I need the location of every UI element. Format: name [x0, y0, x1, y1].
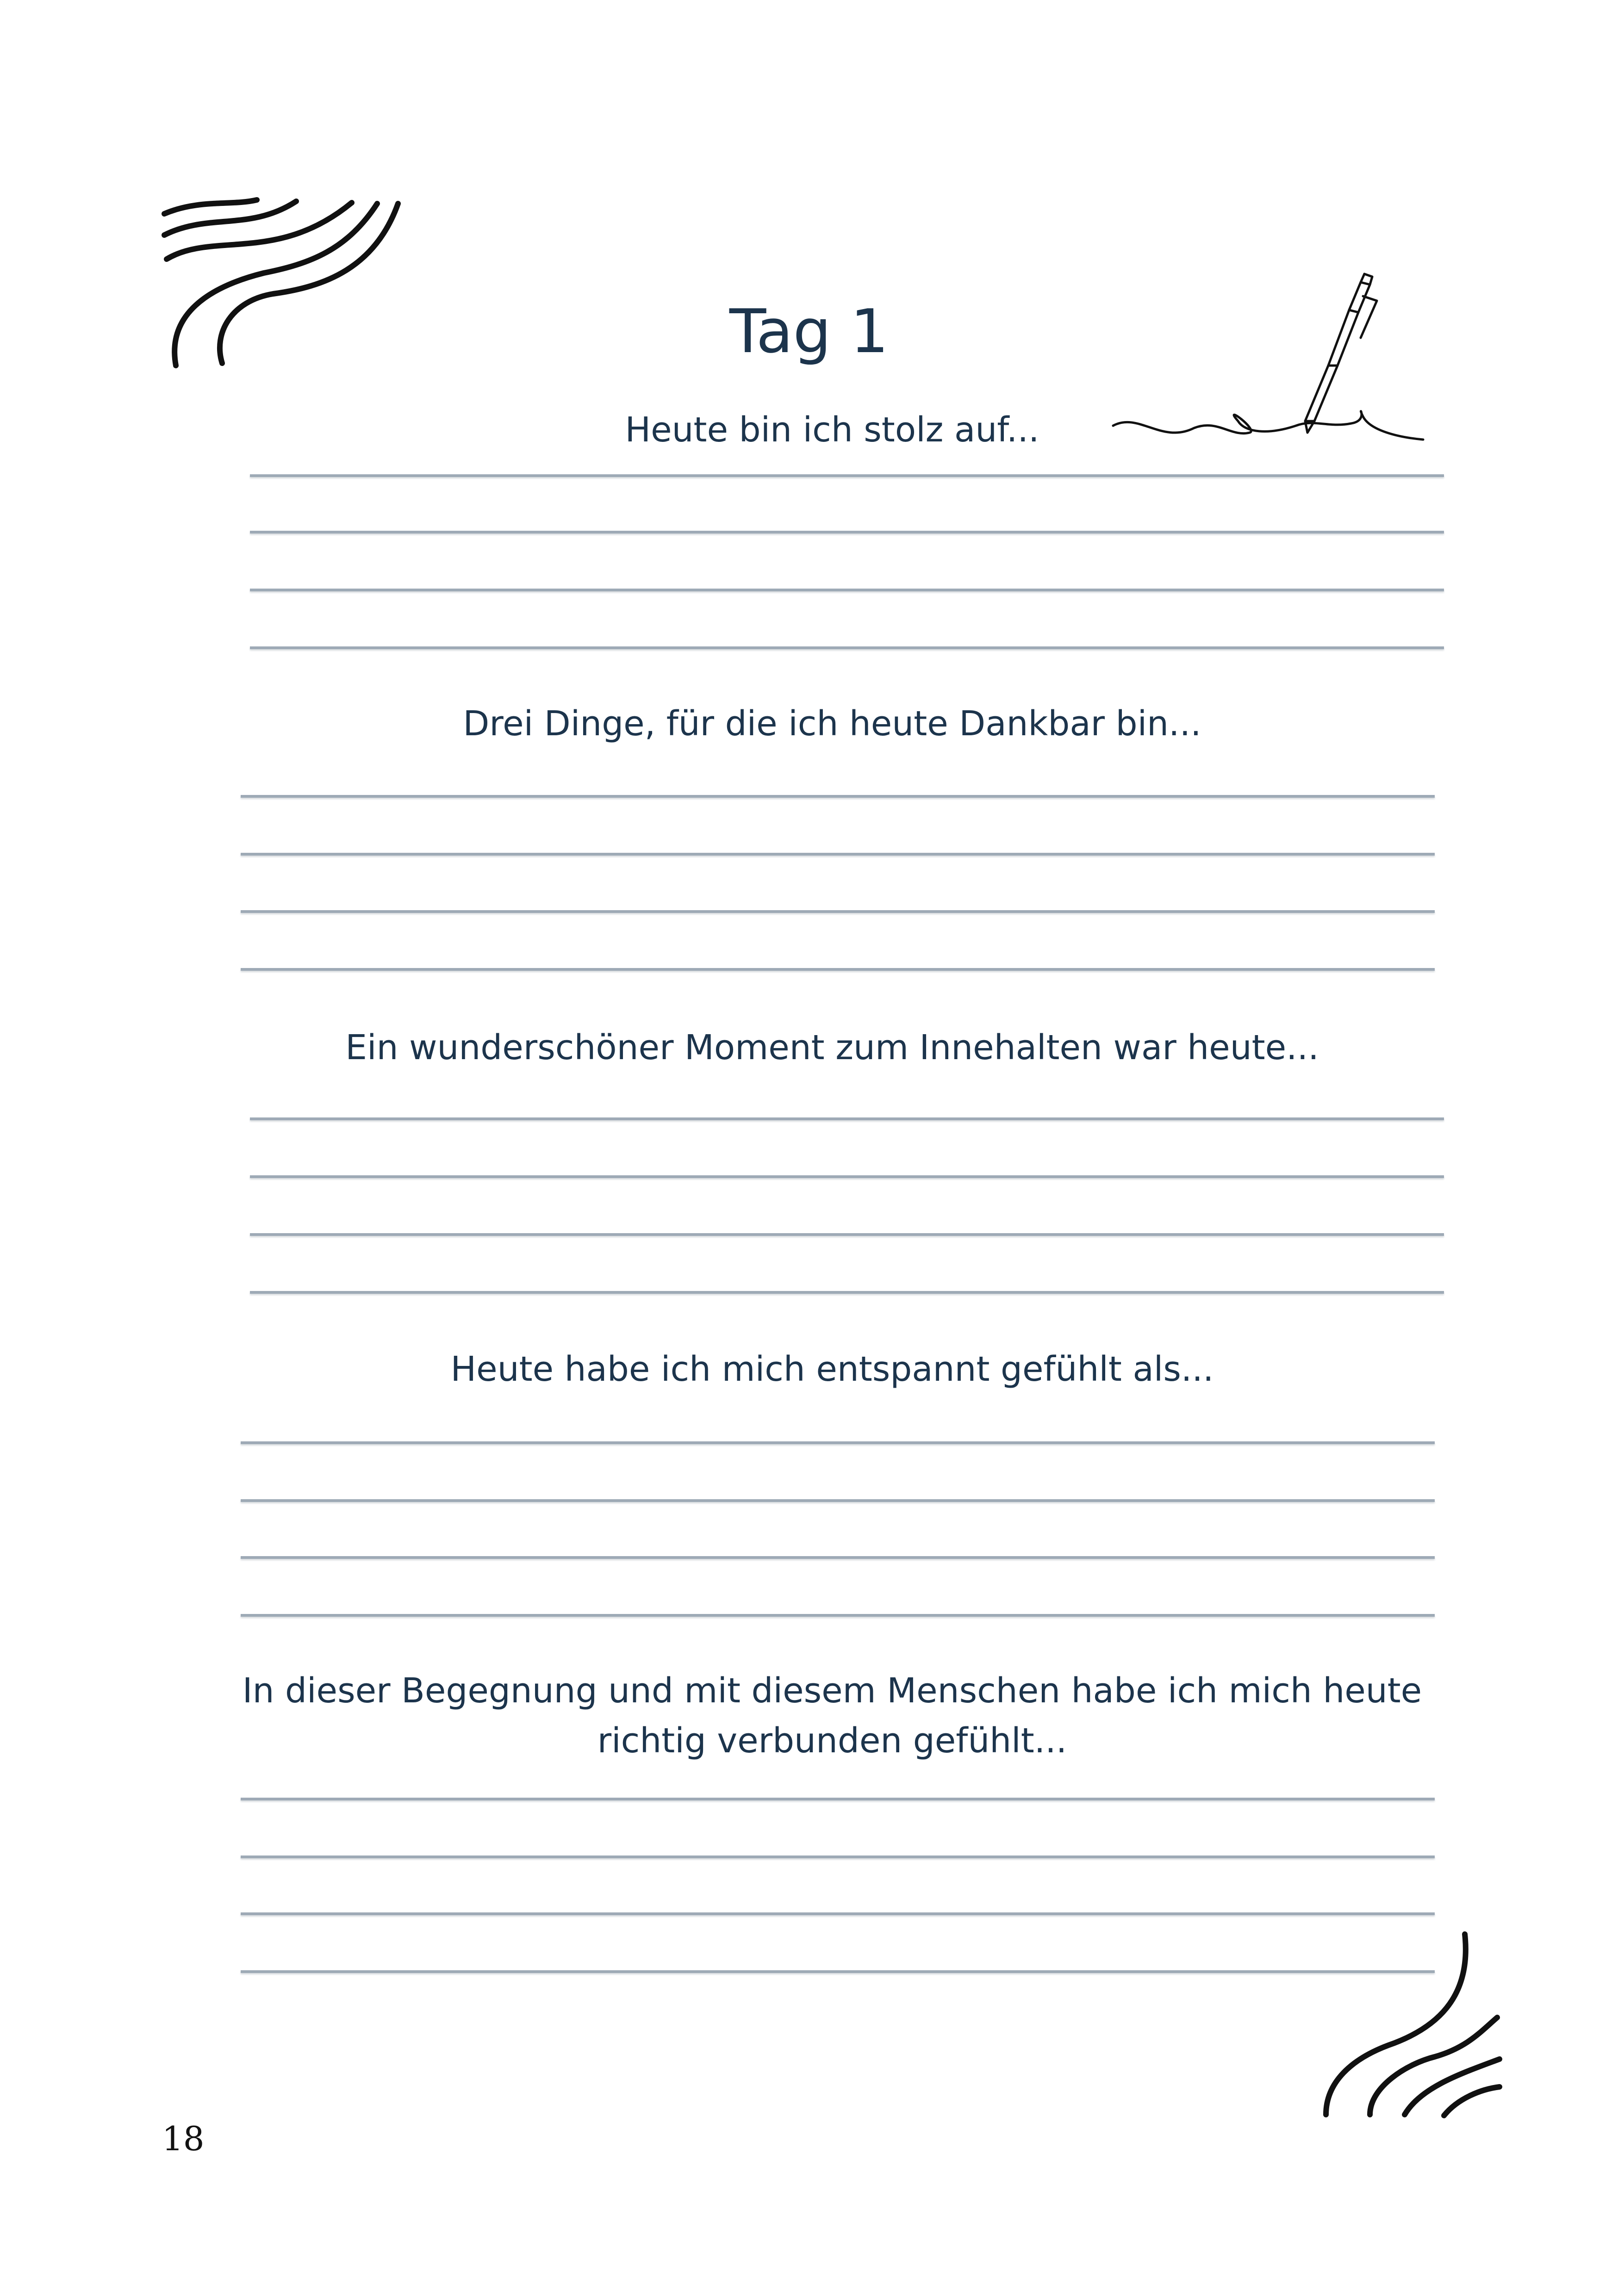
prompt-connected-line1: In dieser Begegnung und mit diesem Menschen habe ich mich heute	[242, 1671, 1422, 1711]
writing-line[interactable]	[241, 1556, 1435, 1559]
page-title: Tag 1	[729, 296, 889, 366]
writing-line[interactable]	[241, 795, 1435, 798]
writing-line[interactable]	[250, 1291, 1444, 1294]
writing-line[interactable]	[241, 853, 1435, 856]
writing-line[interactable]	[250, 1233, 1444, 1236]
page-number: 18	[162, 2119, 205, 2158]
writing-line[interactable]	[241, 1499, 1435, 1502]
prompt-proud: Heute bin ich stolz auf...	[625, 410, 1039, 450]
writing-line[interactable]	[241, 1441, 1435, 1444]
writing-line[interactable]	[241, 910, 1435, 913]
wave-lines-bottom-right-icon	[1314, 1925, 1509, 2119]
prompt-connected-line2: richtig verbunden gefühlt...	[597, 1721, 1067, 1761]
prompt-moment: Ein wunderschöner Moment zum Innehalten war heute...	[345, 1028, 1319, 1067]
writing-line[interactable]	[250, 1117, 1444, 1120]
prompt-grateful: Drei Dinge, für die ich heute Dankbar bin...	[463, 704, 1201, 744]
writing-line[interactable]	[241, 1855, 1435, 1858]
writing-line[interactable]	[250, 474, 1444, 477]
writing-line[interactable]	[241, 1912, 1435, 1915]
writing-line[interactable]	[250, 531, 1444, 534]
writing-line[interactable]	[241, 968, 1435, 971]
writing-line[interactable]	[241, 1614, 1435, 1617]
writing-line[interactable]	[241, 1970, 1435, 1973]
prompt-connected	[139, 1666, 1525, 1766]
writing-line[interactable]	[250, 646, 1444, 649]
writing-line[interactable]	[250, 589, 1444, 591]
writing-line[interactable]	[250, 1175, 1444, 1178]
writing-line[interactable]	[241, 1798, 1435, 1800]
prompt-relaxed: Heute habe ich mich entspannt gefühlt als...	[450, 1349, 1214, 1389]
